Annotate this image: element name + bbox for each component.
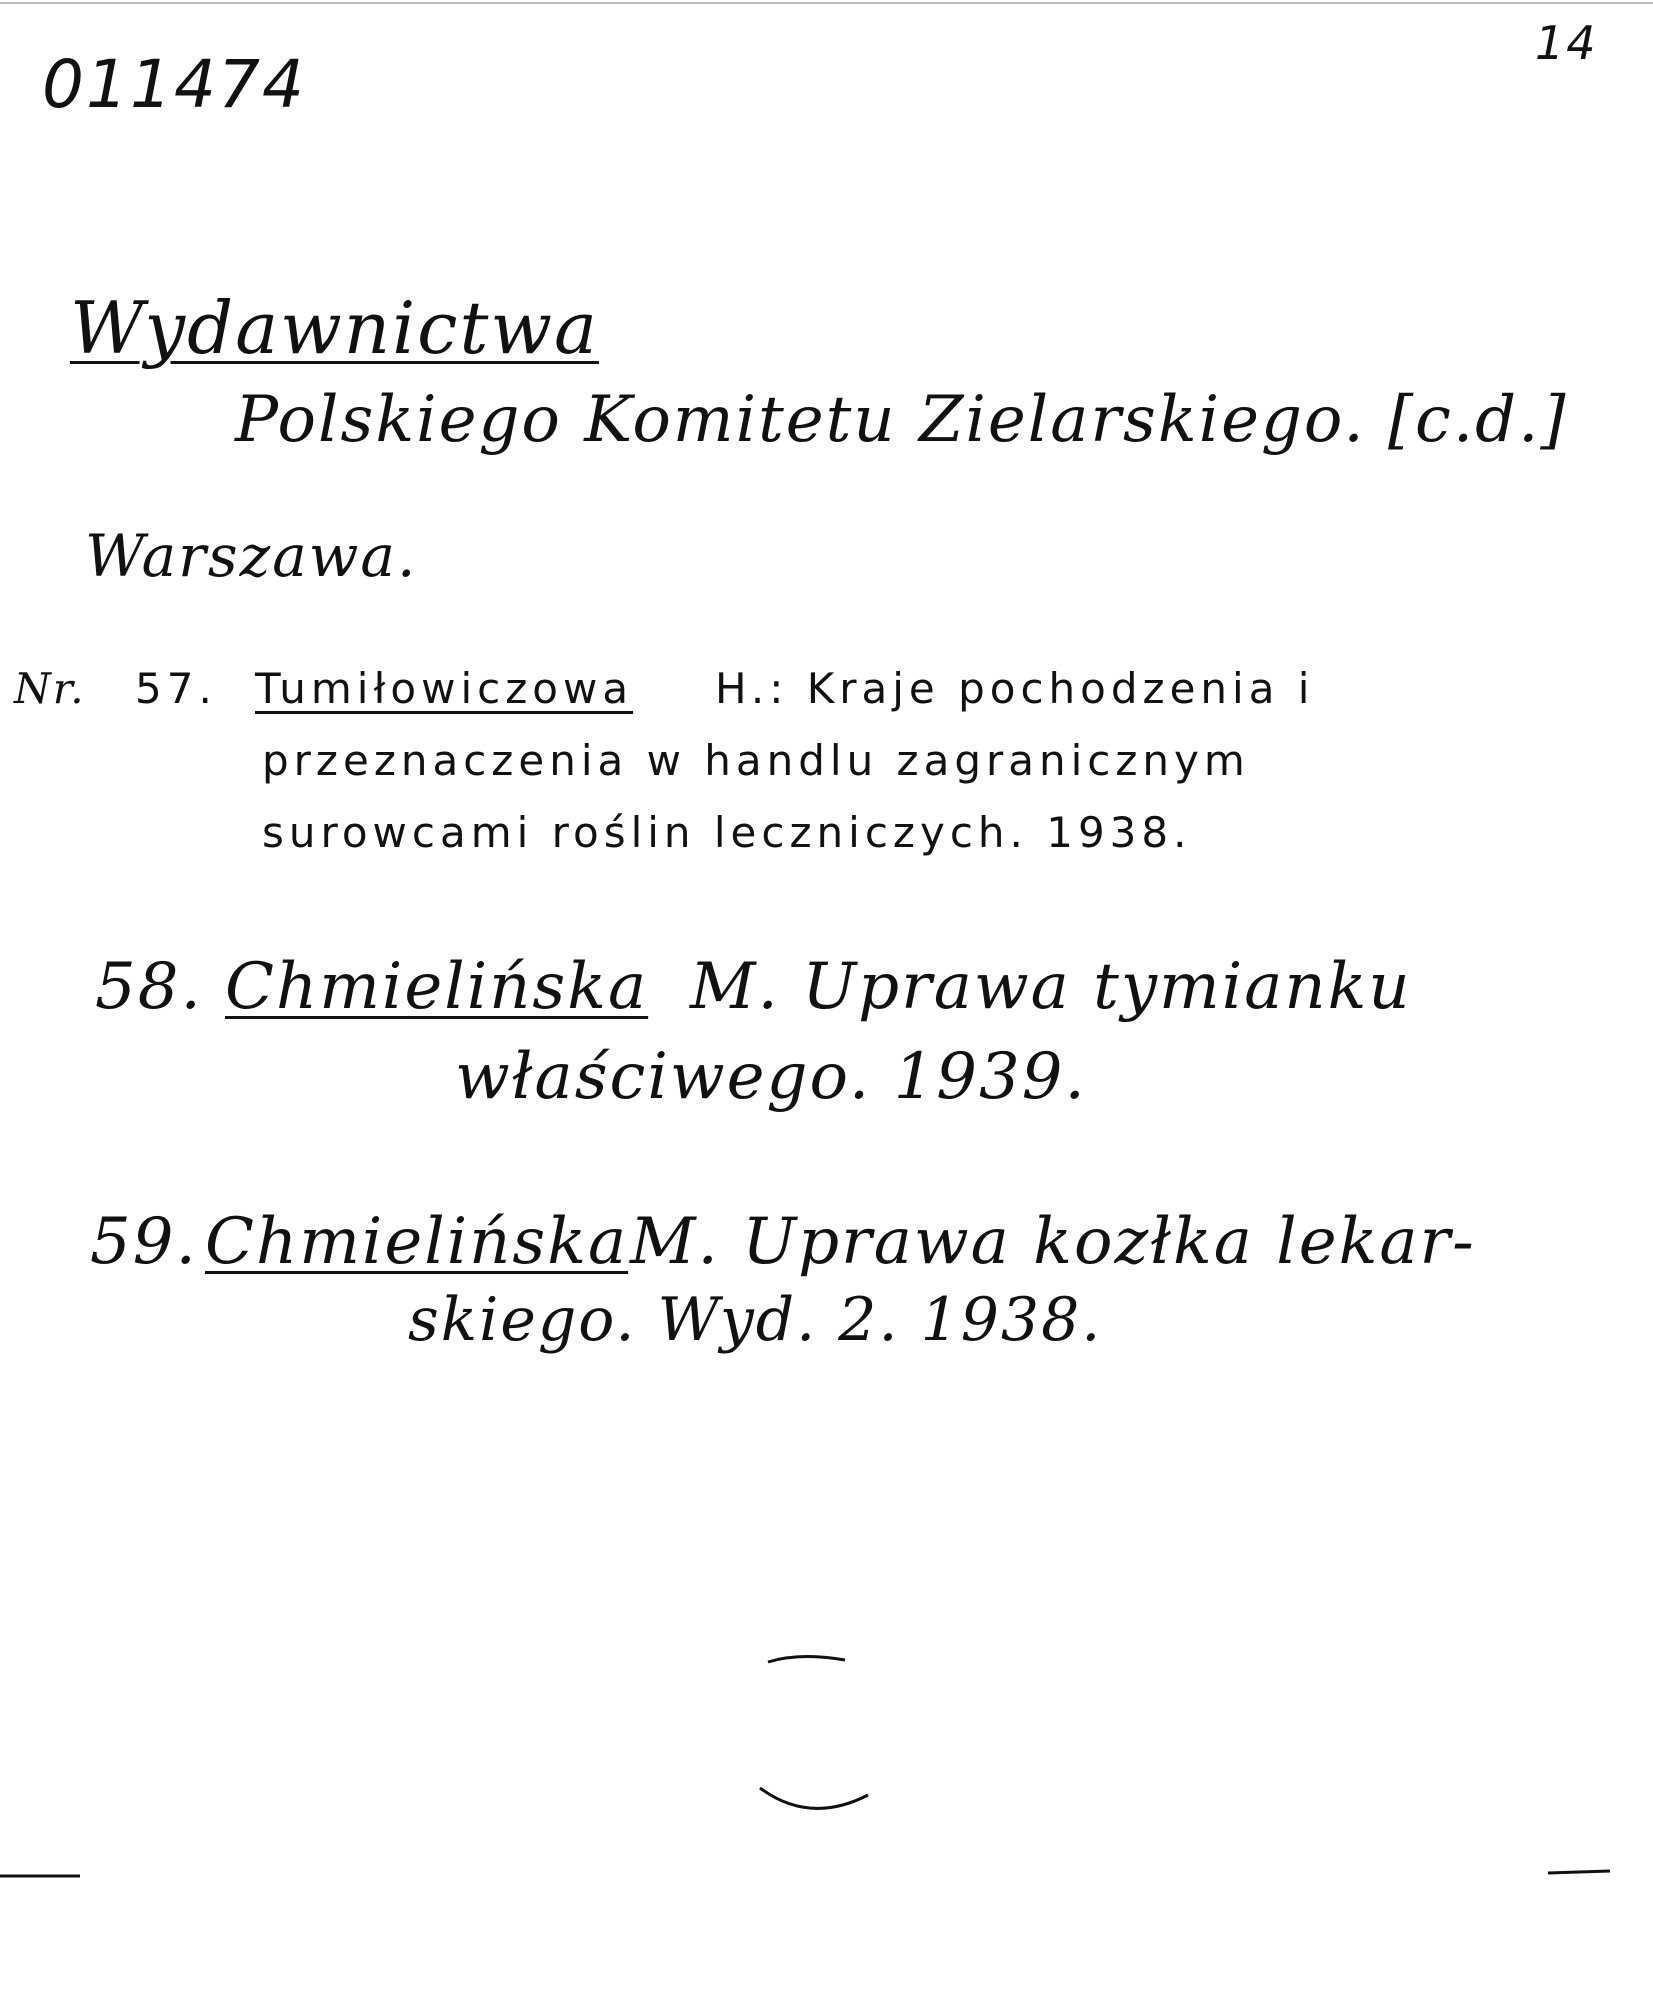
entry-text-line-3: surowcami roślin leczniczych. 1938. [262,808,1192,857]
entry-label: Nr. [14,664,86,713]
entry-text: H.: Kraje pochodzenia i [715,664,1315,713]
page-number: 14 [1535,16,1598,70]
punch-hole-top-arc [768,1656,845,1662]
entry-author: Chmielińska [205,1205,629,1279]
punch-hole-bottom-arc [760,1788,868,1808]
entry-text-line-2: właściwego. 1939. [455,1040,1087,1114]
entry-author: Tumiłowiczowa [255,664,634,713]
series-subtitle: Polskiego Komitetu Zielarskiego. [c.d.] [235,383,1568,457]
entry-number: 58. [95,950,203,1024]
series-title: Wydawnictwa [70,286,599,370]
entry-number: 59. [90,1205,198,1279]
right-edge-mark [1548,1871,1610,1873]
entry-text: M. Uprawa kozłka lekar- [630,1205,1476,1279]
entry-number: 57. [135,664,217,713]
publication-city: Warszawa. [85,522,418,590]
entry-text: M. Uprawa tymianku [690,950,1412,1024]
entry-author: Chmielińska [225,950,649,1024]
entry-text-line-2: skiego. Wyd. 2. 1938. [408,1285,1103,1355]
catalog-number: 011474 [42,46,306,123]
entry-text-line-2: przeznaczenia w handlu zagranicznym [262,736,1250,785]
